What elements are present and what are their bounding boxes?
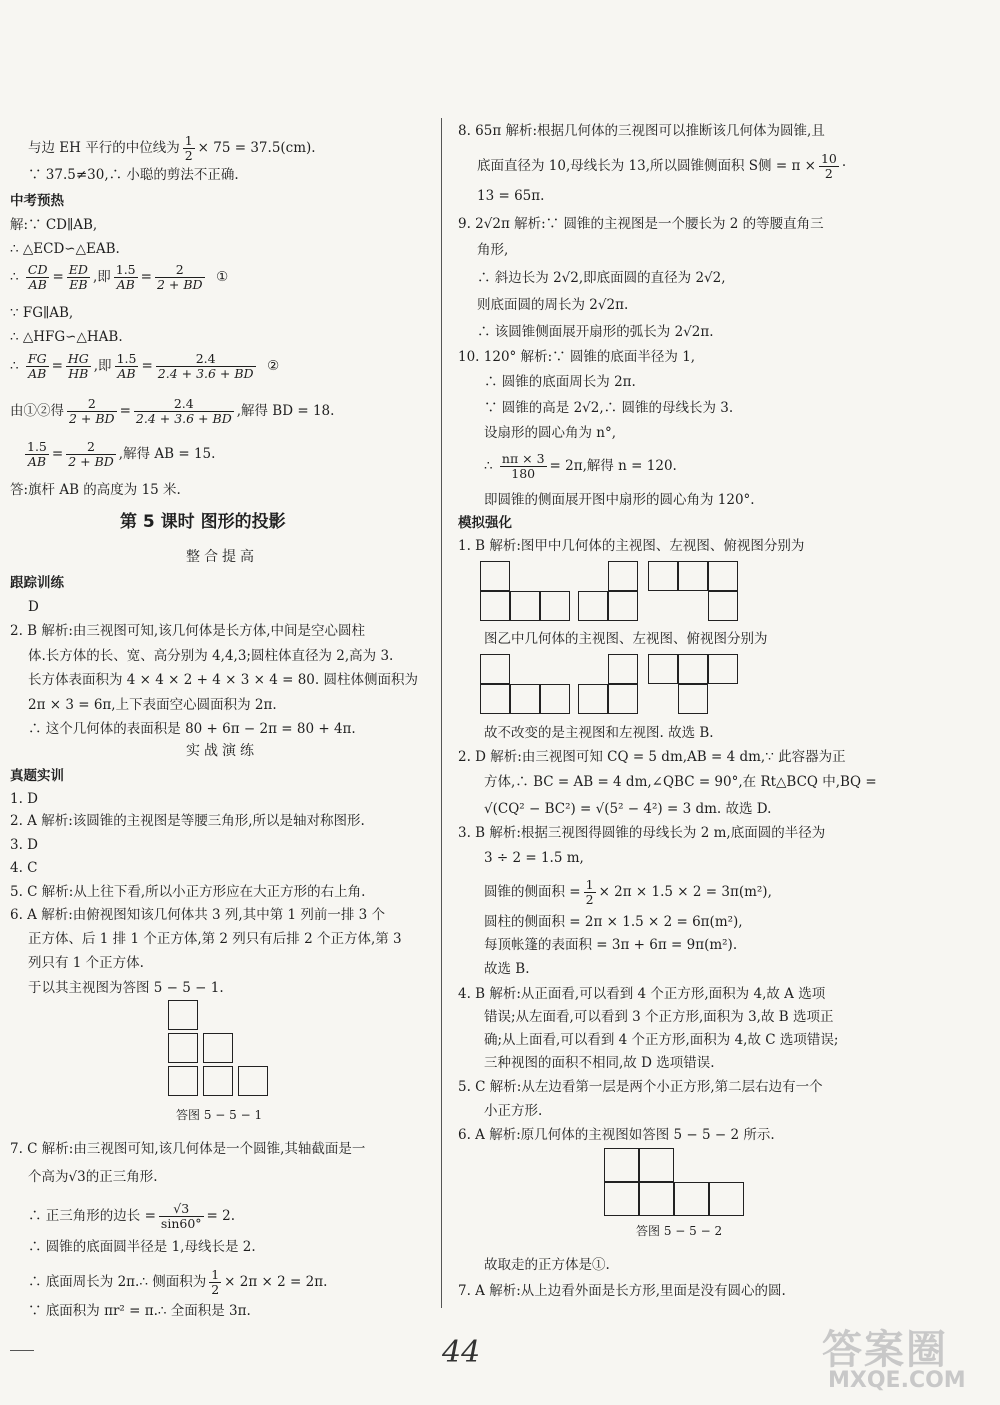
page-number: 44 bbox=[442, 1335, 481, 1370]
grid-cell bbox=[678, 654, 708, 684]
text-line: 故取走的正方体是①. bbox=[484, 1257, 610, 1273]
text-line: 8. 65π 解析:根据几何体的三视图可以推断该几何体为圆锥,且 bbox=[458, 123, 825, 139]
text-line: ∴ △ECD∽△EAB. bbox=[10, 241, 120, 257]
text-line: 即圆锥的侧面展开图中扇形的圆心角为 120°. bbox=[484, 492, 755, 508]
grid-cell bbox=[480, 561, 510, 591]
text-line: 7. A 解析:从上边看外面是长方形,里面是没有圆心的圆. bbox=[458, 1283, 786, 1299]
equation-line: ∴ $\frac{FG}{AB}$ = $\frac{HG}{HB}$ ,即 $\frac{1.5}{AB}$ = $\frac{2.4}{2.4 + 3.6 + BD}$ ② bbox=[10, 351, 280, 381]
grid-cell bbox=[203, 1033, 233, 1063]
grid-cell bbox=[480, 684, 510, 714]
grid-cell bbox=[604, 1182, 639, 1216]
grid-cell bbox=[678, 561, 708, 591]
text-line: 与边 EH 平行的中位线为 $\frac{1}{2}$ × 75 = 37.5(cm). bbox=[28, 133, 316, 163]
grid-cell bbox=[608, 561, 638, 591]
grid-cell bbox=[578, 684, 608, 714]
grid-cell bbox=[639, 1182, 674, 1216]
grid-cell bbox=[540, 684, 570, 714]
equation-line: 底面直径为 10,母线长为 13,所以圆锥侧面积 S侧 = π × $\frac{10}{2}$ · bbox=[477, 151, 847, 181]
text-line: 6. A 解析:由俯视图知该几何体共 3 列,其中第 1 列前一排 3 个 bbox=[10, 907, 386, 923]
text-line: 于以其主视图为答图 5 − 5 − 1. bbox=[28, 980, 224, 996]
text-line: 6. A 解析:原几何体的主视图如答图 5 − 5 − 2 所示. bbox=[458, 1127, 775, 1143]
text-line: 4. B 解析:从正面看,可以看到 4 个正方形,面积为 4,故 A 选项 bbox=[458, 986, 826, 1002]
equation-line: ∴ $\frac{CD}{AB}$ = $\frac{ED}{EB}$ ,即 $\frac{1.5}{AB}$ = $\frac{2}{2 + BD}$ ① bbox=[10, 262, 229, 292]
text-line: D bbox=[28, 599, 39, 615]
grid-cell bbox=[238, 1066, 268, 1096]
watermark-logo: 答案圈 bbox=[822, 1327, 948, 1373]
text-line: 则底面圆的周长为 2√2π. bbox=[477, 297, 629, 313]
text-line: ∴ 圆锥的底面圆半径是 1,母线长是 2. bbox=[28, 1239, 256, 1255]
subsection-title: 实战演练 bbox=[186, 743, 258, 759]
equation-line: ∴ 底面周长为 2π.∴ 侧面积为 $\frac{1}{2}$ × 2π × 2 = 2π. bbox=[28, 1267, 328, 1297]
text-line: 3. B 解析:根据三视图得圆锥的母线长为 2 m,底面圆的半径为 bbox=[458, 825, 826, 841]
text-line: 图乙中几何体的主视图、左视图、俯视图分别为 bbox=[484, 631, 768, 647]
text-line: ∵ FG∥AB, bbox=[10, 305, 74, 321]
grid-cell bbox=[708, 591, 738, 621]
text-line: ∵ 圆锥的高是 2√2,∴ 圆锥的母线长为 3. bbox=[484, 400, 734, 416]
grid-cell bbox=[510, 591, 540, 621]
footer-rule bbox=[10, 1350, 34, 1351]
text-line: ∵ 37.5≠30,∴ 小聪的剪法不正确. bbox=[28, 167, 239, 183]
text-line: 3. D bbox=[10, 837, 38, 853]
grid-cell bbox=[480, 591, 510, 621]
grid-cell bbox=[648, 561, 678, 591]
section-heading: 跟踪训练 bbox=[10, 575, 64, 591]
grid-cell bbox=[709, 1182, 744, 1216]
text-line: ∵ 底面积为 πr² = π.∴ 全面积是 3π. bbox=[28, 1303, 251, 1319]
grid-cell bbox=[639, 1148, 674, 1182]
grid-cell bbox=[708, 654, 738, 684]
text-line: 每顶帐篷的表面积 = 3π + 6π = 9π(m²). bbox=[484, 937, 738, 953]
grid-cell bbox=[708, 561, 738, 591]
grid-cell bbox=[480, 654, 510, 684]
grid-cell bbox=[203, 1066, 233, 1096]
grid-cell bbox=[648, 654, 678, 684]
text-line: 7. C 解析:由三视图可知,该几何体是一个圆锥,其轴截面是一 bbox=[10, 1141, 366, 1157]
text-line: 2. B 解析:由三视图可知,该几何体是长方体,中间是空心圆柱 bbox=[10, 623, 366, 639]
equation-line: ∴ $\frac{n\pi \times 3}{180}$ = 2π,解得 n = 120. bbox=[484, 451, 677, 481]
text-line: 长方体表面积为 4 × 4 × 2 + 4 × 3 × 4 = 80. 圆柱体侧面积为 bbox=[28, 672, 418, 688]
text-line: 10. 120° 解析:∵ 圆锥的底面半径为 1, bbox=[458, 349, 696, 365]
text-line: 1. D bbox=[10, 791, 38, 807]
text-line: 解:∵ CD∥AB, bbox=[10, 217, 98, 233]
text-line: 角形, bbox=[477, 242, 509, 258]
text-line: 2. A 解析:该圆锥的主视图是等腰三角形,所以是轴对称图形. bbox=[10, 813, 365, 829]
grid-cell bbox=[674, 1182, 709, 1216]
text-line: 2. D 解析:由三视图可知 CQ = 5 dm,AB = 4 dm,∵ 此容器为正 bbox=[458, 749, 846, 765]
grid-cell bbox=[168, 1033, 198, 1063]
text-line: 4. C bbox=[10, 860, 38, 876]
text-line: 故不改变的是主视图和左视图. 故选 B. bbox=[484, 725, 714, 741]
text-line: 9. 2√2π 解析:∵ 圆锥的主视图是一个腰长为 2 的等腰直角三 bbox=[458, 216, 824, 232]
text-line: 错误;从左面看,可以看到 3 个正方形,面积为 3,故 B 选项正 bbox=[484, 1009, 834, 1025]
text-line: 列只有 1 个正方体. bbox=[28, 955, 144, 971]
text-line: ∴ 斜边长为 2√2,即底面圆的直径为 2√2, bbox=[477, 270, 726, 286]
text-line: 5. C 解析:从上往下看,所以小正方形应在大正方形的右上角. bbox=[10, 884, 366, 900]
text-line: 确;从上面看,可以看到 4 个正方形,面积为 4,故 C 选项错误; bbox=[484, 1032, 839, 1048]
lesson-title: 第 5 课时 图形的投影 bbox=[120, 512, 286, 532]
section-heading: 真题实训 bbox=[10, 768, 64, 784]
column-divider bbox=[441, 118, 442, 1308]
text-line: 答:旗杆 AB 的高度为 15 米. bbox=[10, 482, 181, 498]
subsection-title: 整合提高 bbox=[186, 549, 258, 565]
text-line: ∴ △HFG∽△HAB. bbox=[10, 329, 123, 345]
text-line: 正方体、后 1 排 1 个正方体,第 2 列只有后排 2 个正方体,第 3 bbox=[28, 931, 402, 947]
text-line: 体.长方体的长、宽、高分别为 4,4,3;圆柱体直径为 2,高为 3. bbox=[28, 648, 394, 664]
text-line: 故选 B. bbox=[484, 961, 530, 977]
equation-line: ∴ 正三角形的边长 = $\frac{√3}{\sin 60^\circ}$ = 2. bbox=[28, 1201, 236, 1231]
figure-caption: 答图 5 − 5 − 1 bbox=[176, 1108, 263, 1122]
grid-cell bbox=[608, 684, 638, 714]
grid-cell bbox=[168, 1000, 198, 1030]
section-heading: 模拟强化 bbox=[458, 515, 512, 531]
text-line: 1. B 解析:图甲中几何体的主视图、左视图、俯视图分别为 bbox=[458, 538, 805, 554]
text-line: ∴ 这个几何体的表面积是 80 + 6π − 2π = 80 + 4π. bbox=[28, 721, 356, 737]
text-line: 三种视图的面积不相同,故 D 选项错误. bbox=[484, 1055, 715, 1071]
figure-caption: 答图 5 − 5 − 2 bbox=[636, 1224, 723, 1238]
section-heading: 中考预热 bbox=[10, 193, 64, 209]
equation-line: $\frac{1.5}{AB}$ = $\frac{2}{2 + BD}$ ,解得 AB = 15. bbox=[27, 439, 216, 469]
text-line: √(CQ² − BC²) = √(5² − 4²) = 3 dm. 故选 D. bbox=[484, 801, 772, 817]
grid-cell bbox=[168, 1066, 198, 1096]
grid-cell bbox=[510, 684, 540, 714]
text-line: 方体,∴ BC = AB = 4 dm,∠QBC = 90°,在 Rt△BCQ 中,BQ = bbox=[484, 774, 877, 790]
text-line: 3 ÷ 2 = 1.5 m, bbox=[484, 850, 584, 866]
text-line: 13 = 65π. bbox=[477, 188, 545, 204]
text-line: ∴ 该圆锥侧面展开扇形的弧长为 2√2π. bbox=[477, 324, 714, 340]
equation-line: 由①②得 $\frac{2}{2 + BD}$ = $\frac{2.4}{2.4 + 3.6 + BD}$ ,解得 BD = 18. bbox=[10, 396, 335, 426]
grid-cell bbox=[608, 591, 638, 621]
text-line: 设扇形的圆心角为 n°, bbox=[484, 425, 617, 441]
text-line: 圆柱的侧面积 = 2π × 1.5 × 2 = 6π(m²), bbox=[484, 914, 743, 930]
grid-cell bbox=[540, 591, 570, 621]
watermark-url: MXQE.COM bbox=[828, 1368, 966, 1393]
grid-cell bbox=[608, 654, 638, 684]
equation-line: 圆锥的侧面积 = $\frac{1}{2}$ × 2π × 1.5 × 2 = 3π(m²), bbox=[484, 877, 772, 907]
text-line: 个高为√3的正三角形. bbox=[28, 1169, 158, 1185]
grid-cell bbox=[604, 1148, 639, 1182]
text-line: 5. C 解析:从左边看第一层是两个小正方形,第二层右边有一个 bbox=[458, 1079, 823, 1095]
text-line: 小正方形. bbox=[484, 1103, 543, 1119]
text-line: 2π × 3 = 6π,上下表面空心圆面积为 2π. bbox=[28, 697, 277, 713]
grid-cell bbox=[578, 591, 608, 621]
text-line: ∴ 圆锥的底面周长为 2π. bbox=[484, 374, 636, 390]
grid-cell bbox=[678, 684, 708, 714]
